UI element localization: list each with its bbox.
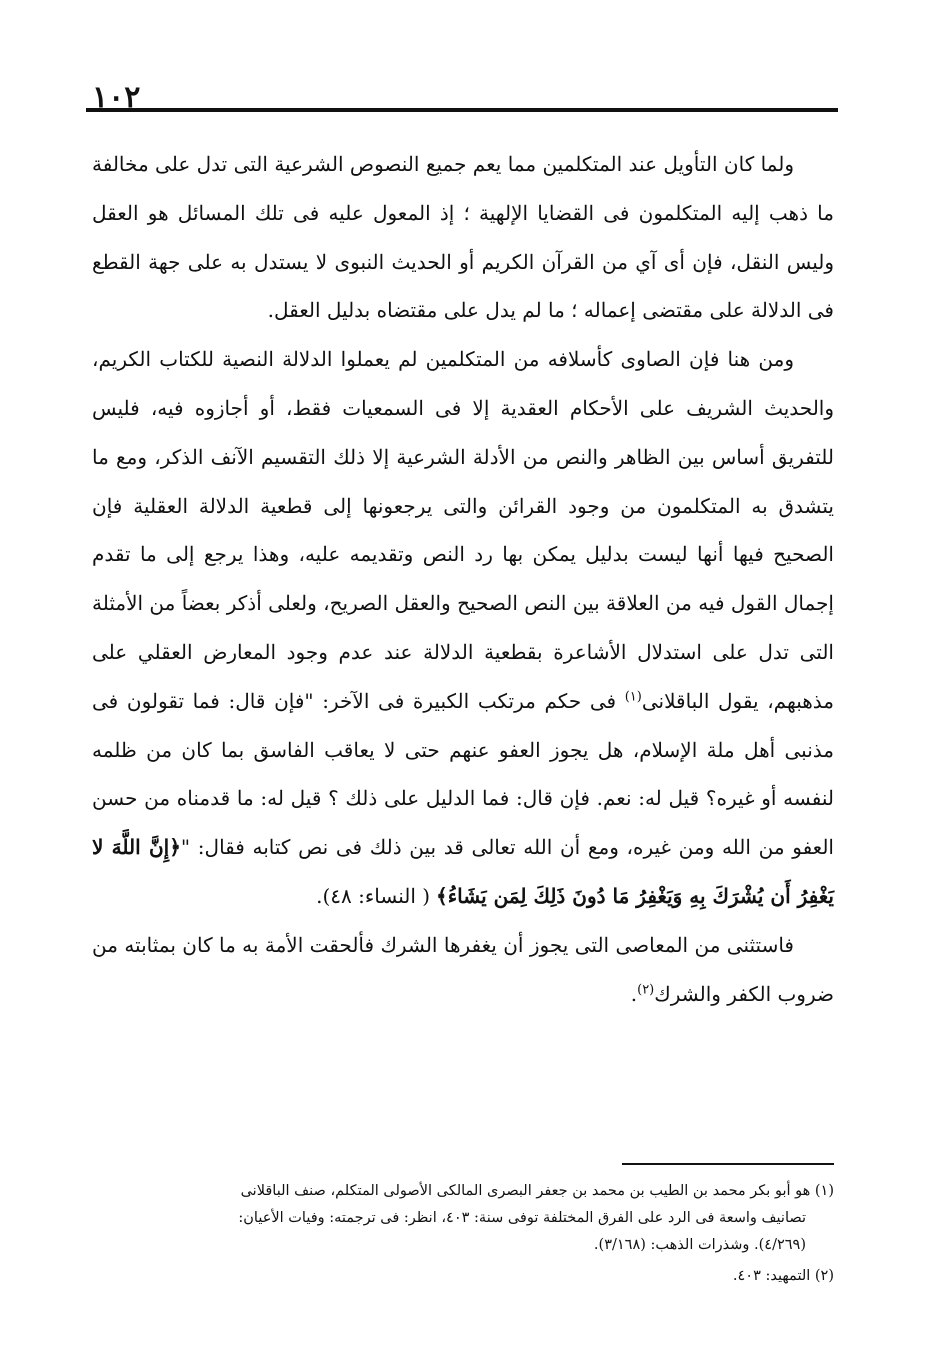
footnote-marker-2: (٢) xyxy=(637,981,655,997)
paragraph-3 xyxy=(92,921,834,1019)
paragraph-1: ولما كان التأويل عند المتكلمين مما يعم جميع النصوص الشرعية التى تدل على مخالفة ما ذهب إليه المتكلمون فى القضايا الإلهية ؛ إذ المعول عليه فى تلك المسائل هو العقل وليس النقل، فإن أى آي من القرآن الكريم أو الحديث النبوى لا يستدل به على جهة القطع فى الدلالة على مقتضى إعماله ؛ ما لم يدل على مقتضاه بدليل العقل. xyxy=(92,152,834,323)
paragraph-2-intro: ومن هنا فإن الصاوى كأسلافه من المتكلمين لم يعملوا الدلالة النصية للكتاب الكريم، والحديث الشريف على الأحكام العقدية إلا فى السمعيات فقط، أو أجازوه فيه، فليس للتفريق أساس بين الظاهر والنص من الأدلة الشرعية إلا ذلك التقسيم الآنف الذكر، ومع ما يتشدق به المتكلمون من وجود القرائن والتى يرجعونها إلى قطعية الدلالة العقلية فإن الصحيح فيها أنها ليست بدليل يمكن بها رد النص وتقديمه عليه، وهذا يرجع إلى ما تقدم إجمال القول فيه من العلاقة بين النص الصحيح والعقل الصريح، ولعلى أذكر بعضاً من الأمثلة التى تدل على استدلال الأشاعرة بقطعية الدلالة عند عدم وجود المعارض العقلي على مذهبهم، يقول الباقلانى xyxy=(92,347,834,713)
verse-reference: ( النساء: ٤٨). xyxy=(316,883,431,908)
footnote-rule xyxy=(622,1163,834,1165)
footnotes xyxy=(92,1178,834,1290)
paragraph-2 xyxy=(92,335,834,921)
footnote-1 xyxy=(92,1178,834,1259)
footnote-marker-1: (١) xyxy=(624,689,642,705)
footnote-2: (٢) التمهيد: ٤٠٣. xyxy=(732,1268,834,1284)
page-number: ١٠٢ xyxy=(92,80,141,115)
footnote-1-line-2: تصانيف واسعة فى الرد على الفرق المختلفة توفى سنة: ٤٠٣، انظر: فى ترجمته: وفيات الأعيان: xyxy=(238,1210,806,1226)
header-rule xyxy=(86,108,838,112)
main-text xyxy=(92,140,834,1018)
paragraph-2-quotation: فى حكم مرتكب الكبيرة فى الآخر: "فإن قال: فما تقولون فى مذنبى أهل ملة الإسلام، هل يجوز العفو عنهم حتى لا يعاقب الفاسق بما كان من ظلمه لنفسه أو غيره؟ قيل له: نعم. فإن قال: فما الدليل على ذلك ؟ قيل له: ما قدمناه من حسن العفو من الله ومن غيره، ومع أن الله تعالى قد بين ذلك فى نص كتابه فقال: " xyxy=(92,688,834,860)
paragraph-3-text: فاستثنى من المعاصى التى يجوز أن يغفرها الشرك فألحقت الأمة به ما كان بمثابته من ضروب الكفر والشرك xyxy=(92,932,834,1006)
footnote-1-line-3: (٤/٢٦٩). وشذرات الذهب: (٣/١٦٨). xyxy=(593,1237,806,1253)
footnote-1-line-1: (١) هو أبو بكر محمد بن الطيب بن محمد بن جعفر البصرى المالكى الأصولى المتكلم، صنف الباقلانى xyxy=(240,1183,834,1199)
quran-verse: ﴿إِنَّ اللَّهَ لا يَغْفِرُ أَن يُشْرَكَ بِهِ وَيَغْفِرُ مَا دُونَ ذَلِكَ لِمَن يَشَاءُ﴾ xyxy=(92,835,834,908)
paragraph-3-end: . xyxy=(630,981,638,1006)
